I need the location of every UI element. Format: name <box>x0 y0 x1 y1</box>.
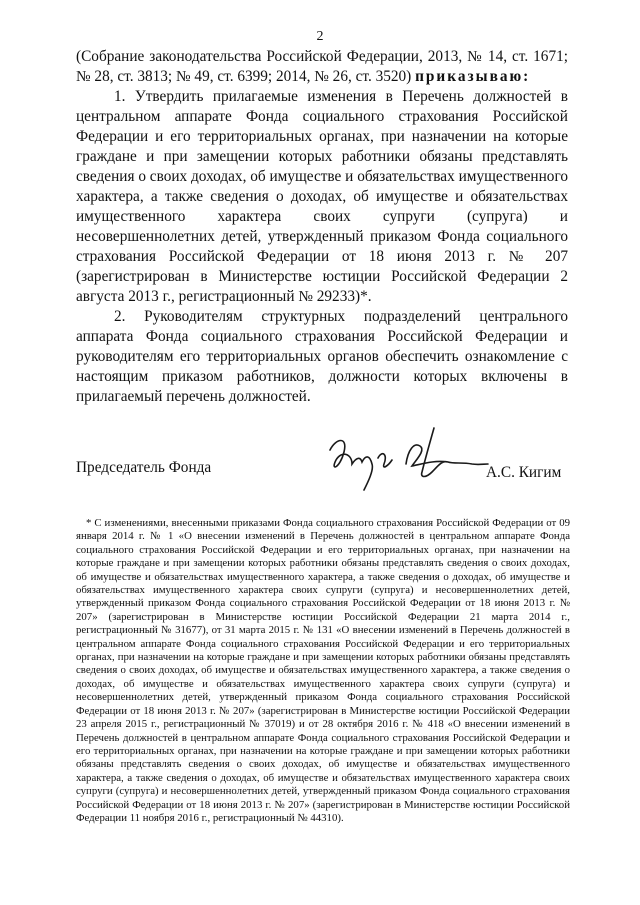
document-body <box>76 47 568 407</box>
order-word: приказываю: <box>415 68 531 85</box>
footnote-text: * С изменениями, внесенными приказами Фонда социального страхования Российской Федерации от 09 января 2014 г. № 1 «О внесении изменений в Перечень должностей в центральном аппарате Фонда социального страхования Российской Федерации и его территориальных органах, при назначении на которые граждане и при замещении которых работники обязаны представлять сведения о своих доходах, об имуществе и обязательствах имущественного характера, а также сведения о доходах, об имуществе и обязательствах имущественного характера своих супруги (супруга) и несовершеннолетних детей, утвержденный приказом Фонда социального страхования Российской Федерации от 18 июня 2013 г. № 207» (зарегистрирован в Министерстве юстиции Российской Федерации 21 марта 2014 г., регистрационный № 31677), от 31 марта 2015 г. № 131 «О внесении изменений в Перечень должностей в центральном аппарате Фонда социального страхования Российской Федерации и его территориальных органах, при назначении на которые граждане и при замещении которых работники обязаны представлять сведения о своих доходах, об имуществе и обязательствах имущественного характера, а также сведения о доходах, об имуществе и обязательствах имущественного характера своих супруги (супруга) и несовершеннолетних детей, утвержденный приказом Фонда социального страхования Российской Федерации от 18 июня 2013 г. № 207» (зарегистрирован в Министерстве юстиции Российской Федерации 23 апреля 2015 г., регистрационный № 37019) и от 28 октября 2016 г. № 418 «О внесении изменений в Перечень должностей в центральном аппарате Фонда социального страхования Российской Федерации и его территориальных органах, при назначении на которые граждане и при замещении которых работники обязаны представлять сведения о своих доходах, об имуществе и обязательствах имущественного характера, а также сведения о доходах, об имуществе и обязательствах имущественного характера своих супруги (супруга) и несовершеннолетних детей, утвержденный приказом Фонда социального страхования Российской Федерации от 18 июня 2013 г. № 207» (зарегистрирован в Министерстве юстиции Российской Федерации 11 ноября 2016 г., регистрационный № 44310). <box>76 517 570 824</box>
intro-text: (Собрание законодательства Российской Федерации, 2013, № 14, ст. 1671; № 28, ст. 3813; № 49, ст. 6399; 2014, № 26, ст. 3520) <box>76 48 568 85</box>
chairman-title: Председатель Фонда <box>76 459 212 476</box>
intro-paragraph <box>76 47 568 87</box>
chairman-name: А.С. Кигим <box>486 464 562 481</box>
footnote <box>76 517 570 825</box>
item-1: 1. Утвердить прилагаемые изменения в Перечень должностей в центральном аппарате Фонда социального страхования Российской Федерации и его территориальных органах, при назначении на которые граждане и при замещении которых работники обязаны представлять сведения о своих доходах, об имуществе и обязательствах имущественного характера, а также сведения о доходах, об имуществе и обязательствах имущественного характера своих супруги (супруга) и несовершеннолетних детей, утвержденный приказом Фонда социального страхования Российской Федерации от 18 июня 2013 г. № 207 (зарегистрирован в Министерстве юстиции Российской Федерации 2 августа 2013 г., регистрационный № 29233)*. <box>76 88 568 305</box>
page-number: 2 <box>316 29 324 44</box>
handwritten-signature <box>322 420 492 500</box>
item-2: 2. Руководителям структурных подразделений центрального аппарата Фонда социального страхования Российской Федерации и руководителям его территориальных органов обеспечить ознакомление с настоящим приказом работников, должности которых включены в прилагаемый перечень должностей. <box>76 308 568 405</box>
